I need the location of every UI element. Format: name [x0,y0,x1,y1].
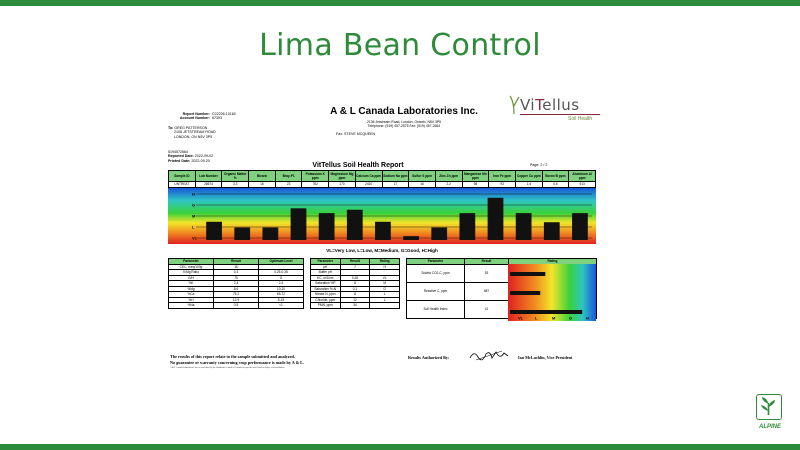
param2-cell: L [370,292,400,298]
health-cell: Reactive C, ppm [407,282,465,300]
soil-table-header: Zinc Zn ppm [435,171,462,182]
soil-table-header: Organic Matter % [222,171,249,182]
chart-bar [459,213,475,240]
param1-cell: 5-15 [259,297,304,303]
health-cell: 687 [465,282,509,300]
param2-cell: Saturation % Al [311,286,341,292]
param1-cell: CEC, meq/100g [169,264,214,270]
param2-header: Rating [370,259,400,265]
param1-cell: 8.6 [214,286,259,292]
param1-row [169,297,304,303]
chart-bar [206,222,222,240]
param2-cell: 0.1 [340,286,370,292]
chart-bar [347,210,363,240]
param1-header: Optimum Level [259,259,304,265]
param1-row [169,292,304,298]
param2-cell: 8 [340,292,370,298]
soil-table-header: Lab Number [195,171,222,182]
param1-cell: 0.5 [214,303,259,309]
param1-cell: 0.3 [214,270,259,276]
printed-date: 2022-09-20 [191,158,210,163]
to-label: To: [168,126,174,130]
page-current: 2 [540,163,543,167]
report-number: C22226-10160 [212,112,236,116]
param2-cell: pH [311,264,341,270]
page-label: Page: [530,163,540,167]
chart-bar [516,213,532,240]
soil-table-cell: 17 [382,182,409,188]
param2-cell: 8 [340,281,370,287]
soil-table-header: Sodium Na ppm [382,171,409,182]
param2-header: Parameter [311,259,341,265]
soil-table-header: Iron Fe ppm [489,171,516,182]
param1-cell: G/H [169,275,214,281]
soil-table-header: Bray-P1 [275,171,302,182]
param1-row [169,303,304,309]
soil-table-cell: 170 [329,182,356,188]
param1-cell: 12.9 [214,297,259,303]
chart-level-label: G [192,202,196,208]
chart-bar [544,222,560,240]
health-cell: 53 [465,264,509,282]
top-accent-bar [0,0,800,6]
soil-table-cell: 913 [569,182,596,188]
param2-row [311,303,400,309]
param2-cell: Nitrate-N, ppm [311,292,341,298]
param1-cell: 65-72 [259,292,304,298]
chart-bar [291,208,307,240]
chart-bar [572,213,588,240]
param1-cell: 2.4 [214,281,259,287]
soil-table-cell: 16 [409,182,436,188]
param2-cell: VL [370,275,400,281]
page-total: 2 [545,163,548,167]
bottom-accent-bar [0,444,800,450]
soil-table-cell: 0.6 [542,182,569,188]
to-line-3: LONDON, ON N5V 3P5 [174,134,213,139]
param1-header: Parameter [169,259,214,265]
footer-disclaimer-2: No guarantee or warranty concerning crop performance is made by A & L. [170,360,304,365]
vittellus-logo [508,94,618,128]
soil-report-image [168,90,638,380]
authorized-label: Results Authorized By: [408,355,450,360]
param1-cell: K/Mg Ratio [169,270,214,276]
recipient-block [168,126,216,139]
rating-scale-legend: VL=Very Low, L=Low, M=Medium, G=Good, H=High [326,248,438,253]
soil-table-header: Potassium K ppm [302,171,329,182]
chart-bar [375,222,391,240]
soil-table-header: Bicarb [249,171,276,182]
param2-cell: H [370,264,400,270]
soil-table-cell: 1.4 [515,182,542,188]
logo-underline [520,114,600,115]
chart-level-label: H [192,191,195,197]
to-line-2: 2108 JETSTREAM ROAD [174,130,216,135]
soil-table-header: Boron B ppm [542,171,569,182]
param1-cell: %K [169,281,214,287]
soil-table-cell: 762 [302,182,329,188]
chart-level-label: VL [192,235,198,241]
plant-icon [757,395,780,418]
parameter-table-2 [310,258,400,309]
footer-accreditation: A & L Canada Laboratories Inc. is accredited by the Standards Council of Canada for specific tests listed on scope of accreditation. [170,367,285,369]
logo-brand-suffix: ellus [542,96,580,114]
param1-cell: 75 [214,275,259,281]
param2-row [311,275,400,281]
rating-bar [510,310,582,314]
param1-header: Result [214,259,259,265]
rating-bar [510,291,540,295]
alpine-logo [752,394,788,438]
rating-level-label: H [586,315,589,321]
logo-brand-t: T [535,96,543,114]
logo-brand [520,96,580,115]
report-title: VitTellus Soil Health Report [312,162,404,169]
param1-row [169,281,304,287]
soil-table-cell: 93 [489,182,516,188]
rating-bar [510,272,545,276]
param2-cell: EC, mS/cm [311,275,341,281]
param2-cell: 12 [340,297,370,303]
soil-table-header: Calcium Ca ppm [355,171,382,182]
chart-level-label: L [192,224,195,230]
health-table-header: Rating [509,259,597,265]
param2-cell: 0.28 [340,275,370,281]
soil-table-header: Magnesium Mg ppm [330,172,354,180]
soil-table-header: Sulfur S ppm [409,171,436,182]
soil-table-header: Manganese Mn ppm [463,172,487,180]
reported-date: 2022-09-02 [194,154,214,159]
reported-date-label: Reported Date: [168,154,194,159]
fax-to: Fax: STEVE MCQUEEN [336,132,376,136]
health-table-header: Parameter [407,259,465,265]
param2-cell: L [370,297,400,303]
soil-table-cell: 23 [275,182,302,188]
report-number-label: Report Number: [182,112,210,116]
chart-bar [403,236,419,240]
page-sep: / [543,163,545,167]
slide-title: Lima Bean Control [259,28,541,63]
health-cell: Solvita CO2-C, ppm [407,264,465,282]
param1-cell: 10-20 [259,286,304,292]
soil-health-rating-chart [508,264,596,321]
alpine-logo-frame [756,394,782,420]
param1-row [169,270,304,276]
parameter-table-1 [168,258,304,309]
param1-cell: 2-4 [259,281,304,287]
soil-table-cell: 2410 [355,182,382,188]
lab-phone: Telephone: (519) 457-2575 Fax: (519) 457-2664 [367,124,441,129]
customer-code: 5194572664 [168,150,188,154]
param1-row [169,286,304,292]
account-number: 67393 [212,116,222,121]
soil-table-header: Sample ID [169,171,196,182]
rating-level-label: G [569,315,573,321]
lab-name: A & L Canada Laboratories Inc. [330,106,478,117]
soil-table-cell: 98 [462,182,489,188]
leaf-icon [508,94,520,114]
param1-cell: %Mg [169,286,214,292]
param2-cell: 34 [340,303,370,309]
health-table-header: Result [465,259,509,265]
param2-header: Result [340,259,370,265]
signer-name: Ian McLachlin, Vice President [518,355,573,360]
rating-level-label: L [535,315,538,321]
soil-table-cell: 2.2 [435,182,462,188]
chart-bar [262,228,278,240]
param1-cell: 0.25-0.35 [259,270,304,276]
param1-cell: G [259,275,304,281]
soil-table-cell: 16 [249,182,276,188]
health-cell: Soil Health Index [407,300,465,318]
chart-bar [234,228,250,240]
param1-cell: %H [169,297,214,303]
soil-nutrient-chart [168,188,596,244]
report-header-info [168,112,278,121]
rating-level-label: M [552,315,556,321]
rating-level-label: VL [518,315,524,321]
account-number-label: Account Number: [179,116,210,121]
chart-level-label: M [192,213,196,219]
page-number [530,163,547,167]
soil-table-cell: UNTREAT [169,182,196,188]
param2-cell: PMN, ppm [311,303,341,309]
param1-cell: <1 [259,303,304,309]
param2-cell: M [370,281,400,287]
signature-image [468,348,510,362]
printed-date-label: Printed Date: [168,158,191,163]
param2-cell: G [370,286,400,292]
param2-cell: Saturation %P [311,281,341,287]
health-cell: 41 [465,300,509,318]
param2-cell: Chloride, ppm [311,297,341,303]
chart-bar [431,228,447,240]
lab-address: 2136 Jetstream Road, London, Ontario, N5V 3P5 [366,120,442,124]
param1-cell: %Na [169,303,214,309]
chart-bar [488,198,504,240]
to-line-1: GREG PATTERSON [174,126,208,130]
soil-table-cell: 28674 [195,182,222,188]
soil-analysis-table [168,170,596,188]
soil-table-cell: 3.3 [222,182,249,188]
param2-cell [370,303,400,309]
param1-cell: 75.2 [214,292,259,298]
lab-address-block [304,120,504,129]
param2-cell: 7 [340,264,370,270]
chart-bar [319,213,335,240]
param1-cell: 16 [214,264,259,270]
soil-table-header: Copper Cu ppm [515,171,542,182]
logo-subtitle: Soil Health [568,116,593,122]
logo-brand-prefix: Vi [520,96,536,114]
alpine-wordmark: ALPINE [758,424,781,430]
param1-cell: %Ca [169,292,214,298]
soil-table-header: Aluminum Al ppm [569,171,596,182]
footer-disclaimer-1: The results of this report relate to the sample submitted and analyzed. [170,354,295,359]
param2-cell: Buffer pH [311,270,341,276]
